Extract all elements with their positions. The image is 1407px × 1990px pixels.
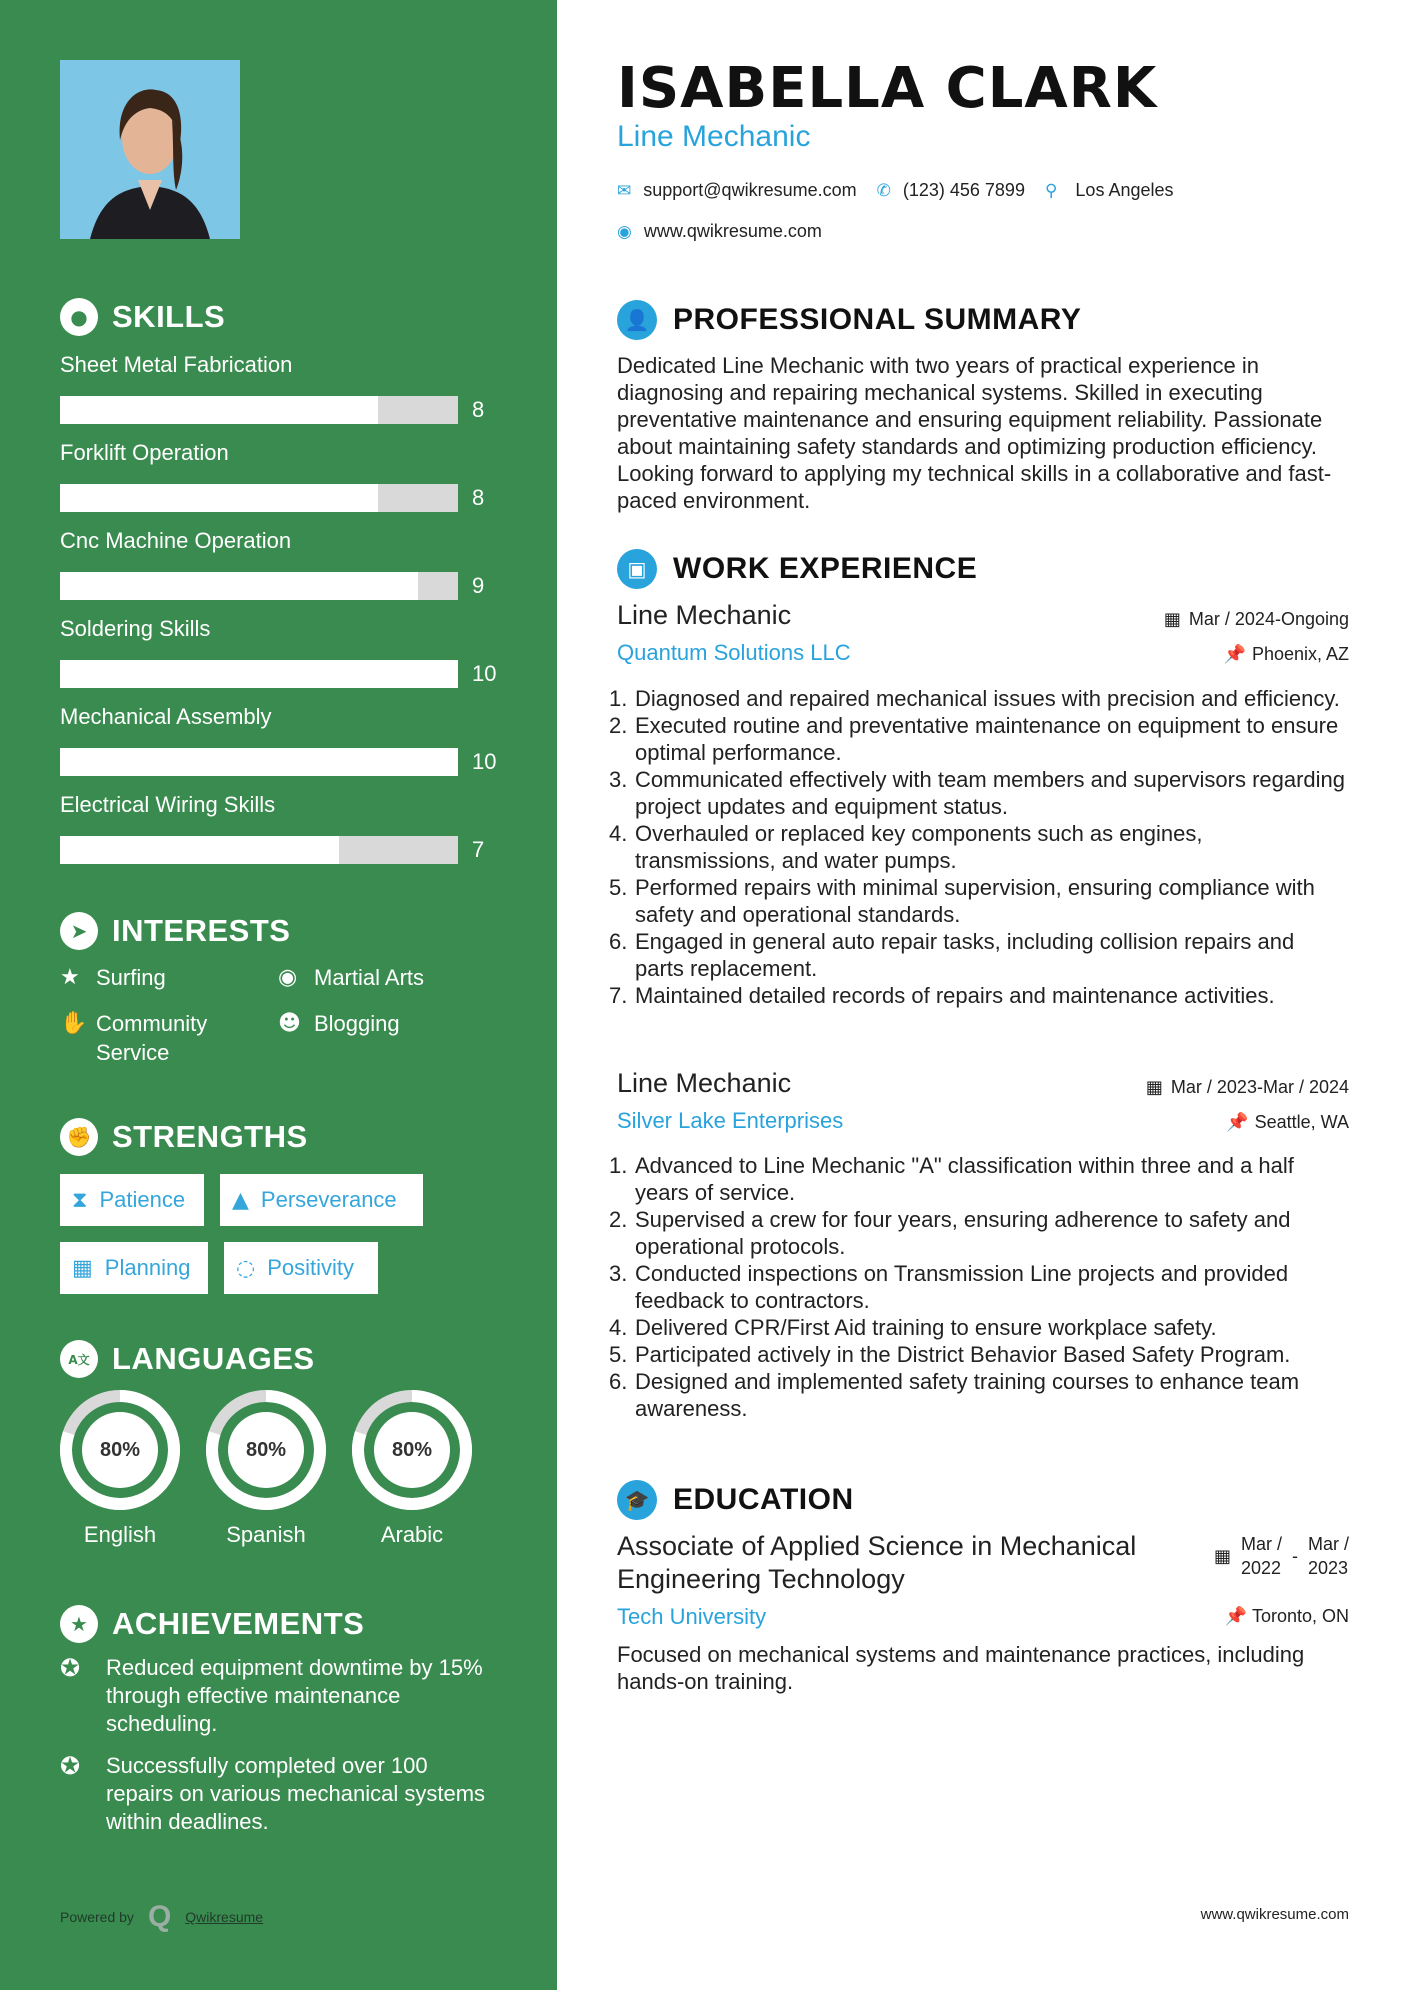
duty-item [609, 982, 1347, 1009]
duty-item [609, 1314, 1347, 1341]
duty-item [609, 685, 1347, 712]
globe-icon: ◉ [617, 221, 632, 242]
education-description: Focused on mechanical systems and maintenance practices, including hands-on training. [617, 1642, 1305, 1694]
hourglass-icon: ⧗ [72, 1187, 88, 1213]
skill-bar-fill [60, 836, 339, 864]
skill-item [60, 704, 500, 774]
achievements-heading [60, 1605, 364, 1643]
duty-text: Delivered CPR/First Aid training to ensure workplace safety. [635, 1315, 1217, 1340]
skill-value: 7 [472, 837, 485, 862]
language-percent: 80% [391, 1438, 433, 1461]
strengths-title: STRENGTHS [112, 1119, 308, 1154]
achievements-title: ACHIEVEMENTS [112, 1606, 365, 1641]
job-location-text: Seattle, WA [1254, 1112, 1349, 1132]
duty-item [609, 712, 1347, 766]
interest-label: Community Service [96, 1011, 208, 1065]
duty-item [609, 1152, 1347, 1206]
education-title: EDUCATION [673, 1483, 854, 1516]
hand-icon: ✋ [60, 1011, 88, 1036]
duty-number: 6. [609, 929, 628, 954]
achievement-text: Successfully completed over 100 repairs on various mechanical systems within deadlines. [106, 1753, 486, 1834]
portrait-image [60, 60, 240, 239]
interest-item [278, 1009, 400, 1038]
skill-name: Electrical Wiring Skills [60, 792, 276, 817]
strength-label: Perseverance [260, 1187, 397, 1212]
skill-bar-fill [60, 396, 378, 424]
calendar-icon: ▦ [72, 1255, 93, 1281]
skill-name: Soldering Skills [60, 616, 211, 641]
language-name: Arabic [380, 1522, 444, 1547]
skill-item [60, 528, 500, 598]
strength-chip [60, 1174, 204, 1226]
education-location-text: Toronto, ON [1251, 1606, 1349, 1626]
duty-number: 3. [609, 1261, 628, 1286]
education-heading [617, 1480, 854, 1520]
skill-value: 10 [472, 661, 497, 686]
education-location [1225, 1606, 1349, 1627]
pushpin-icon: 📌 [1223, 644, 1246, 664]
duty-text: Performed repairs with minimal supervision, ensuring compliance with safety and operational standards. [635, 875, 1315, 927]
education-degree: Associate of Applied Science in Mechanical Engineering Technology [617, 1531, 1137, 1594]
strength-label: Positivity [267, 1255, 354, 1280]
contact-website[interactable]: www.qwikresume.com [643, 221, 822, 241]
language-item [204, 1388, 328, 1548]
interest-label: Surfing [96, 965, 166, 990]
duty-item [609, 1206, 1347, 1260]
interest-item [278, 963, 424, 992]
calendar-icon: ▦ [1145, 1077, 1163, 1097]
skill-name: Sheet Metal Fabrication [60, 352, 293, 377]
lightbulb-icon: ● [60, 298, 98, 336]
strength-chip [224, 1242, 378, 1294]
interest-label: Blogging [314, 1011, 400, 1036]
website-row [617, 221, 822, 242]
strength-chip [220, 1174, 423, 1226]
language-item [58, 1388, 182, 1548]
skill-bar [60, 748, 458, 776]
skill-bar-fill [60, 484, 378, 512]
duty-number: 3. [609, 767, 628, 792]
interest-item [60, 1009, 240, 1067]
experience-heading [617, 549, 977, 589]
language-percent: 80% [245, 1438, 287, 1461]
powered-by-label: Powered by [60, 1909, 134, 1925]
duty-text: Overhauled or replaced key components such as engines, transmissions, and water pumps. [635, 821, 1203, 873]
graduation-icon: 🎓 [617, 1480, 657, 1520]
duty-text: Designed and implemented safety training courses to enhance team awareness. [635, 1369, 1300, 1421]
duty-number: 6. [609, 1369, 628, 1394]
footer-website[interactable]: www.qwikresume.com [1200, 1906, 1349, 1923]
skills-title: SKILLS [112, 299, 226, 334]
skill-bar [60, 484, 458, 512]
skill-value: 8 [472, 485, 485, 510]
profile-photo [60, 60, 240, 239]
language-percent: 80% [99, 1438, 141, 1461]
duty-number: 7. [609, 983, 628, 1008]
education-start-year: 2022 [1240, 1558, 1282, 1578]
language-name: Spanish [226, 1522, 306, 1547]
star-icon: ★ [60, 965, 80, 990]
summary-text: Dedicated Line Mechanic with two years of practical experience in diagnosing and repairing mechanical systems. Skilled in executing preventative maintenance and ensuring equipment reliability. Passionate about maintaining safety standards and optimizing production efficiency. Looking forward to applying my technical skills in a collaborative and fast-paced environment. [617, 353, 1332, 513]
user-icon: 👤 [617, 300, 657, 340]
summary-heading [617, 300, 1081, 340]
interests-title: INTERESTS [112, 913, 291, 948]
phone-icon: ✆ [876, 180, 891, 201]
powered-by [60, 1900, 263, 1934]
language-name: English [83, 1522, 157, 1547]
duty-number: 2. [609, 1207, 628, 1232]
strength-label: Patience [99, 1187, 186, 1212]
contact-phone[interactable]: (123) 456 7899 [902, 180, 1025, 200]
duty-item [609, 1260, 1347, 1314]
qwikresume-logo-icon: Q [147, 1900, 172, 1933]
duty-number: 5. [609, 1342, 628, 1367]
skill-bar-fill [60, 748, 458, 776]
envelope-icon: ✉ [617, 180, 632, 201]
strengths-heading [60, 1118, 308, 1156]
date-separator: - [1291, 1546, 1298, 1566]
duty-text: Participated actively in the District Behavior Based Safety Program. [635, 1342, 1291, 1367]
education-institution: Tech University [617, 1604, 767, 1629]
job-company: Quantum Solutions LLC [617, 640, 851, 665]
job-location [1224, 644, 1349, 665]
duty-number: 1. [609, 1153, 628, 1178]
duty-text: Maintained detailed records of repairs and maintenance activities. [635, 983, 1275, 1008]
education-end-month: Mar / [1307, 1534, 1349, 1554]
education-end [1308, 1532, 1349, 1580]
paper-plane-icon: ➤ [60, 912, 98, 950]
candidate-role: Line Mechanic [617, 120, 811, 153]
interest-item [60, 963, 166, 992]
experience-title: WORK EXPERIENCE [673, 552, 978, 585]
education-start [1241, 1532, 1282, 1580]
candidate-name: ISABELLA CLARK [617, 56, 1158, 121]
skill-item [60, 440, 500, 510]
skill-bar-fill [60, 572, 418, 600]
duty-number: 5. [609, 875, 628, 900]
job-title: Line Mechanic [617, 1068, 792, 1098]
skill-item [60, 792, 500, 862]
duty-item [609, 1368, 1347, 1422]
skill-value: 10 [472, 749, 497, 774]
skill-bar [60, 396, 458, 424]
skill-value: 8 [472, 397, 485, 422]
achievement-item [60, 1654, 500, 1738]
education-start-month: Mar / [1240, 1534, 1282, 1554]
interest-label: Martial Arts [314, 965, 425, 990]
job-date [1146, 1077, 1349, 1098]
duty-number: 2. [609, 713, 628, 738]
job-date [1164, 609, 1349, 630]
duty-item [609, 766, 1347, 820]
job-duties [609, 1152, 1347, 1422]
skill-item [60, 616, 500, 686]
duty-text: Diagnosed and repaired mechanical issues with precision and efficiency. [635, 686, 1340, 711]
briefcase-chair-icon: ▣ [617, 549, 657, 589]
users-icon: ☻ [278, 1011, 301, 1036]
shooting-star-icon: ✪ [60, 1654, 81, 1682]
strength-chip [60, 1242, 208, 1294]
language-icon: A文 [60, 1340, 98, 1378]
language-item [350, 1388, 474, 1548]
achievement-text: Reduced equipment downtime by 15% through effective maintenance scheduling. [106, 1655, 483, 1736]
achievement-item [60, 1752, 500, 1836]
duty-number: 1. [609, 686, 628, 711]
summary-title: PROFESSIONAL SUMMARY [673, 303, 1082, 336]
qwikresume-link[interactable]: Qwikresume [185, 1909, 264, 1925]
fist-icon: ✊ [60, 1118, 98, 1156]
skill-bar [60, 836, 458, 864]
skill-name: Cnc Machine Operation [60, 528, 292, 553]
skill-bar-fill [60, 660, 458, 688]
skill-bar [60, 660, 458, 688]
duty-text: Executed routine and preventative maintenance on equipment to ensure optimal performance. [635, 713, 1339, 765]
job-date-text: Mar / 2024-Ongoing [1188, 609, 1349, 629]
job-company: Silver Lake Enterprises [617, 1108, 844, 1133]
job-date-text: Mar / 2023-Mar / 2024 [1170, 1077, 1349, 1097]
duty-text: Engaged in general auto repair tasks, including collision repairs and parts replacement. [635, 929, 1295, 981]
job-location [1226, 1112, 1349, 1133]
skill-name: Forklift Operation [60, 440, 229, 465]
duty-number: 4. [609, 1315, 628, 1340]
duty-item [609, 928, 1347, 982]
skill-item [60, 352, 500, 422]
languages-title: LANGUAGES [112, 1341, 315, 1376]
globe-icon: ◉ [278, 965, 298, 990]
contact-location: Los Angeles [1075, 180, 1174, 200]
pushpin-icon: 📌 [1224, 1606, 1248, 1626]
contact-email[interactable]: support@qwikresume.com [643, 180, 857, 200]
duty-number: 4. [609, 821, 628, 846]
education-dates [1214, 1532, 1349, 1580]
duty-text: Advanced to Line Mechanic "A" classification within three and a half years of service. [635, 1153, 1294, 1205]
duty-item [609, 1341, 1347, 1368]
circle-notch-icon: ◌ [236, 1255, 256, 1281]
contact-row [617, 180, 1174, 201]
strength-label: Planning [104, 1255, 191, 1280]
duty-text: Supervised a crew for four years, ensuring adherence to safety and operational protocols. [635, 1207, 1291, 1259]
job-location-text: Phoenix, AZ [1251, 644, 1349, 664]
duty-item [609, 820, 1347, 874]
duty-text: Conducted inspections on Transmission Line projects and provided feedback to contractors. [635, 1261, 1289, 1313]
road-icon: ▲ [232, 1187, 249, 1213]
job-duties [609, 685, 1347, 1009]
interests-heading [60, 912, 290, 950]
duty-text: Communicated effectively with team members and supervisors regarding project updates and equipment status. [635, 767, 1346, 819]
job-title: Line Mechanic [617, 600, 792, 630]
duty-item [609, 874, 1347, 928]
education-end-year: 2023 [1307, 1558, 1349, 1578]
pushpin-icon: 📌 [1226, 1112, 1249, 1132]
calendar-icon: ▦ [1213, 1546, 1231, 1566]
calendar-icon: ▦ [1163, 609, 1181, 629]
skill-name: Mechanical Assembly [60, 704, 272, 729]
map-pin-icon: ⚲ [1044, 180, 1058, 201]
skill-value: 9 [472, 573, 485, 598]
skill-bar [60, 572, 458, 600]
languages-heading [60, 1340, 315, 1378]
trophy-star-icon: ★ [60, 1605, 98, 1643]
shooting-star-icon: ✪ [60, 1752, 81, 1780]
sidebar [0, 0, 557, 1990]
skills-heading [60, 298, 225, 336]
